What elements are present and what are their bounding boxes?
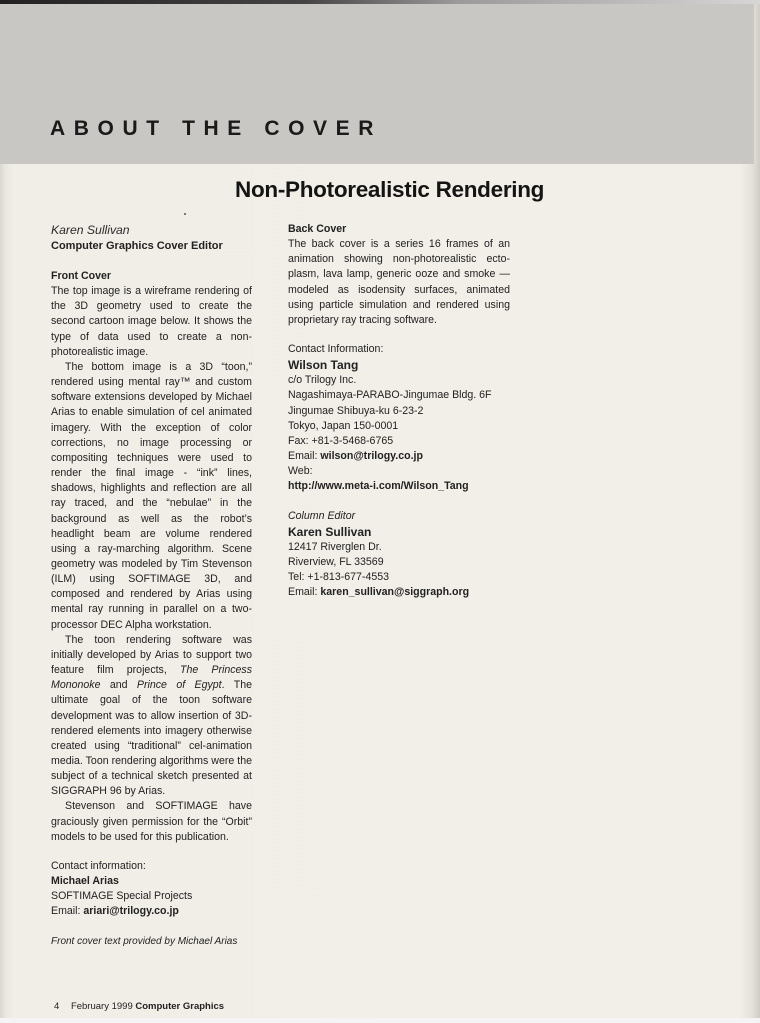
- email-label: Email:: [288, 586, 321, 599]
- page-number: 4: [54, 1001, 60, 1012]
- address-line: 12417 Riverglen Dr.: [288, 540, 382, 553]
- address-line: Tokyo, Japan 150-0001: [288, 419, 399, 432]
- address-line: Riverview, FL 33569: [288, 555, 384, 568]
- film-title: Prince of Egypt: [136, 679, 222, 692]
- print-speck: [184, 213, 186, 215]
- contact-email-line: [288, 585, 510, 600]
- email-label: Email:: [288, 450, 321, 463]
- title-row: [0, 164, 760, 222]
- contact-email-line: [51, 904, 252, 919]
- address-line: Nagashimaya-PARABO-Jingumae Bldg. 6F: [288, 389, 492, 402]
- email-address[interactable]: ariari@trilogy.co.jp: [83, 905, 179, 918]
- contact-name: Michael Arias: [51, 875, 119, 888]
- phone-line: Tel: +1-813-677-4553: [288, 570, 390, 583]
- front-cover-paragraph: The top image is a wireframe rendering of the 3D geometry used to create the second cartoon image below. It shows the type of data used to create a non-photorealistic image.: [51, 285, 252, 358]
- paragraph-text: The toon rendering software was initially developed by Arias to support two feature film projects,: [51, 633, 252, 677]
- contact-label: Contact Information:: [288, 343, 384, 356]
- address-line: c/o Trilogy Inc.: [288, 374, 357, 387]
- paragraph-text: and: [100, 679, 137, 692]
- byline-role: Computer Graphics Cover Editor: [51, 240, 223, 252]
- right-column: [288, 222, 510, 600]
- column-editor-name: Karen Sullivan: [288, 524, 372, 539]
- front-cover-heading: Front Cover: [51, 270, 112, 282]
- section-banner: [0, 4, 754, 164]
- email-address[interactable]: wilson@trilogy.co.jp: [320, 450, 423, 463]
- left-column: [51, 222, 252, 949]
- magazine-name: Computer Graphics: [135, 1001, 225, 1012]
- section-title: ABOUT THE COVER: [50, 117, 383, 140]
- article-columns: [0, 222, 760, 949]
- byline-name: Karen Sullivan: [51, 223, 130, 237]
- front-cover-paragraph: The bottom image is a 3D “toon,” rendered using mental ray™ and custom software extensions developed by Michael Arias to enable simulation of cel animated imagery. With the exception of color corrections, no image processing or compositing techniques were used to render the final image - “ink” lines, shadows, highlights and reflection are all ray traced, and the “nebulae” in the background as well as the robot’s headlight beam are volume rendered using a ray-marching algorithm. Scene geometry was modeled by Tim Stevenson (ILM) using SOFTIMAGE 3D, and composed and rendered by Arias using mental ray running in parallel on a two-processor DEC Alpha workstation.: [51, 360, 252, 631]
- paragraph-text: . The ultimate goal of the toon software development was to allow insertion of 3D-rendered elements into imagery otherwise created using “traditional” cel-animation media. Toon rendering algorithms were the subject of a technical sketch presented at SIGGRAPH 96 by Arias.: [51, 679, 253, 798]
- scan-bottom-edge: [0, 1018, 760, 1023]
- contact-org: SOFTIMAGE Special Projects: [51, 890, 193, 903]
- page-spacer: [0, 949, 760, 1001]
- contact-name: Wilson Tang: [288, 358, 359, 373]
- fax-line: Fax: +81-3-5468-6765: [288, 434, 394, 447]
- film-title: The Princess Mononoke: [51, 664, 252, 692]
- back-cover-heading: Back Cover: [288, 223, 347, 235]
- front-cover-paragraph: [51, 633, 252, 800]
- issue-date: February 1999: [70, 1001, 133, 1012]
- web-link[interactable]: http://www.meta-i.com/Wilson_Tang: [288, 480, 469, 493]
- back-cover-paragraph: The back cover is a series 16 frames of an animation showing non-photorealistic ecto-plasm, lava lamp, generic ooze and smoke — modeled as isodensity surfaces, animated using particle simulation and rendered using proprietary ray tracing software.: [288, 238, 510, 326]
- article-title: Non-Photorealistic Rendering: [235, 177, 545, 202]
- contact-label: Contact information:: [51, 859, 146, 872]
- address-line: Jingumae Shibuya-ku 6-23-2: [288, 404, 424, 417]
- page-footer: [0, 1001, 760, 1018]
- front-cover-credit: Front cover text provided by Michael Arias: [51, 935, 238, 947]
- email-address[interactable]: karen_sullivan@siggraph.org: [320, 586, 470, 599]
- front-cover-paragraph: Stevenson and SOFTIMAGE have graciously given permission for the “Orbit” models to be used for this publication.: [51, 800, 252, 843]
- column-editor-label: Column Editor: [288, 509, 356, 522]
- email-label: Email:: [51, 905, 84, 918]
- web-label: Web:: [288, 465, 313, 478]
- contact-email-line: [288, 449, 510, 464]
